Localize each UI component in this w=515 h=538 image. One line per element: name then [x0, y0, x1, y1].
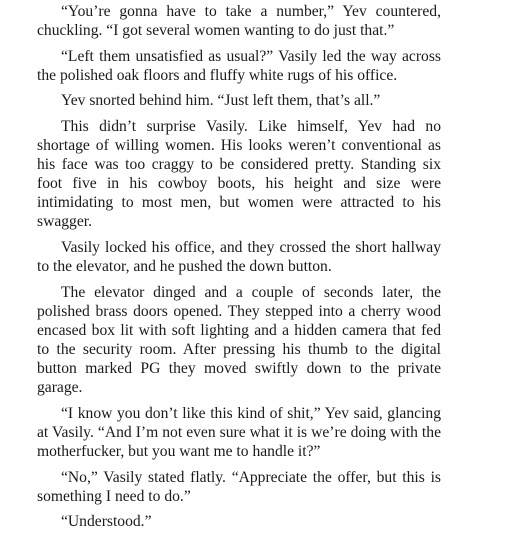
paragraph-8: “No,” Vasily stated flatly. “Appreciate the offer, but this is something I need to do.”: [37, 468, 441, 505]
paragraph-1: “You’re gonna have to take a number,” Yev countered, chuckling. “I got several women wanting to do just that.”: [37, 3, 441, 40]
paragraph-6: The elevator dinged and a couple of seconds later, the polished brass doors opened. They stepped into a cherry wood encased box lit with soft lighting and a hidden camera that fed to the security room. After pressing his thumb to the digital button marked PG they moved swiftly down to the private garage.: [37, 283, 441, 397]
paragraph-9: “Understood.”: [61, 513, 152, 531]
paragraph-7: “I know you don’t like this kind of shit,” Yev said, glancing at Vasily. “And I’m not even sure what it is we’re doing with the motherfucker, but you want me to handle it?”: [37, 404, 441, 460]
paragraph-2: “Left them unsatisfied as usual?” Vasily led the way across the polished oak floors and fluffy white rugs of his office.: [37, 47, 441, 84]
document-page: [37, 2, 441, 538]
paragraph-5: Vasily locked his office, and they crossed the short hallway to the elevator, and he pushed the down button.: [37, 239, 441, 276]
paragraph-4: This didn’t surprise Vasily. Like himself, Yev had no shortage of willing women. His looks weren’t conventional as his face was too craggy to be considered pretty. Standing six foot five in his cowboy boots, his height and size were intimidating to most men, but women were attracted to his swagger.: [37, 117, 441, 231]
paragraph-3: Yev snorted behind him. “Just left them, that’s all.”: [61, 92, 381, 110]
